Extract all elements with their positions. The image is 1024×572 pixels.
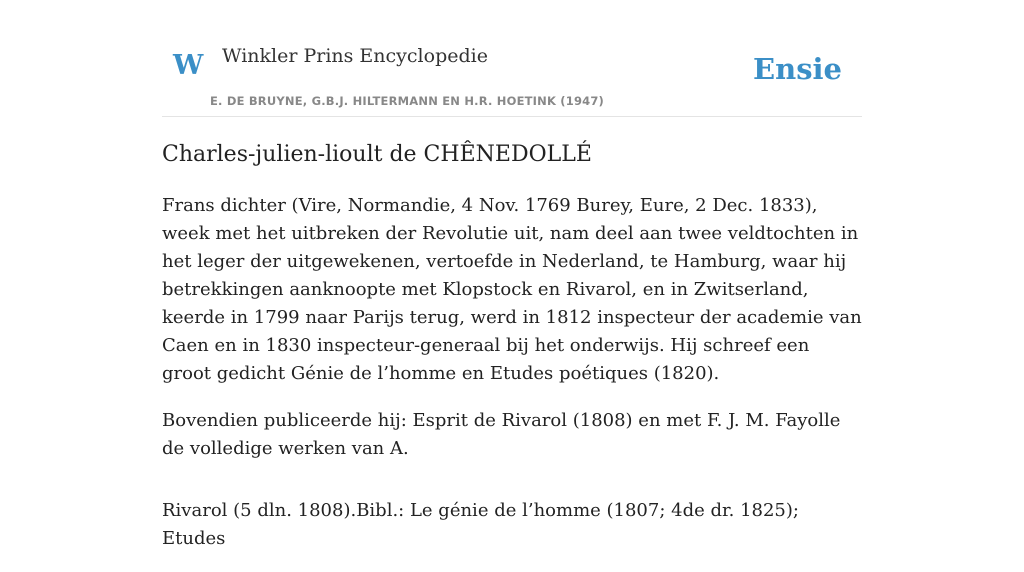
article-title: Charles-julien-lioult de CHÊNEDOLLÉ	[162, 142, 592, 167]
article-paragraph: Frans dichter (Vire, Normandie, 4 Nov. 1769 Burey, Eure, 2 Dec. 1833), week met het uitbreken der Revolutie uit, nam deel aan twee veldtochten in het leger der uitgewekenen, vertoefde in Nederland, te Hamburg, waar hij betrekkingen aanknoopte met Klopstock en Rivarol, en in Zwitserland, keerde in 1799 naar Parijs terug, werd in 1812 inspecteur der academie van Caen en in 1830 inspecteur-generaal bij het onderwijs. Hij schreef een groot gedicht Génie de l’homme en Etudes poétiques (1820).	[162, 195, 862, 384]
article-content	[162, 140, 862, 572]
ensie-brand-link[interactable]: Ensie	[753, 52, 842, 86]
site-header	[162, 0, 862, 117]
site-title: Winkler Prins Encyclopedie	[222, 45, 488, 67]
authors-line: E. DE BRUYNE, G.B.J. HILTERMANN EN H.R. HOETINK (1947)	[210, 94, 605, 108]
article-paragraph: Bovendien publiceerde hij: Esprit de Rivarol (1808) en met F. J. M. Fayolle de volledige werken van A.	[162, 410, 841, 459]
article-paragraph: Rivarol (5 dln. 1808).Bibl.: Le génie de l’homme (1807; 4de dr. 1825); Etudes	[162, 500, 799, 549]
winkler-prins-logo[interactable]: W	[173, 50, 204, 81]
